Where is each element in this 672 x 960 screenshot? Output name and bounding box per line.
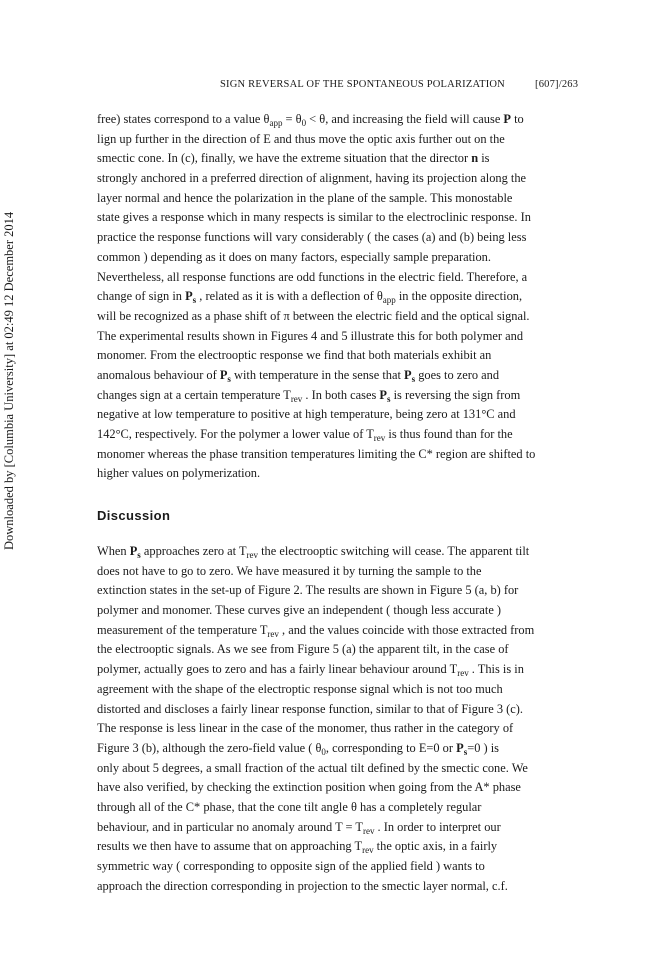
text-run: s	[192, 295, 197, 306]
text-run: will be recognized as a phase shift of π between the electric field and the optical signal.	[97, 308, 530, 323]
text-line	[97, 130, 597, 150]
running-header	[0, 79, 672, 95]
text-run: behaviour, and in particular no anomaly around T = T	[97, 819, 363, 834]
text-run: higher values on polymerization.	[97, 466, 261, 481]
text-line	[97, 818, 597, 838]
text-run: the electrooptic signals. As we see from Figure 5 (a) the apparent tilt, in the case of	[97, 642, 509, 657]
text-line	[97, 228, 597, 248]
text-run: monomer. From the electrooptic response we find that both materials exhibit an	[97, 348, 492, 363]
text-line	[97, 739, 597, 759]
text-run: , related as it is with a deflection of θ	[196, 289, 383, 304]
text-run: strongly anchored in a preferred direction of alignment, having its projection along the	[97, 171, 527, 186]
running-title: SIGN REVERSAL OF THE SPONTANEOUS POLARIZATION	[220, 79, 505, 90]
text-run: lign up further in the direction of E and thus move the optic axis further out on the	[97, 131, 505, 146]
text-run: Nevertheless, all response functions are odd functions in the electric field. Therefore, a	[97, 269, 528, 284]
text-run: . In both cases	[302, 387, 380, 402]
text-run: < θ, and increasing the field will cause	[306, 112, 504, 126]
text-line	[97, 759, 597, 779]
text-run: P	[379, 387, 387, 402]
text-line	[97, 464, 597, 484]
text-line	[97, 405, 597, 425]
text-run: only about 5 degrees, a small fraction of the actual tilt defined by the smectic cone. We	[97, 760, 528, 775]
text-run: free) states correspond to a value θ	[97, 112, 270, 126]
text-run: . In order to interpret our	[374, 819, 501, 834]
text-run: common ) depending as it does on many factors, especially sample preparation.	[97, 249, 491, 264]
text-run: The response is less linear in the case of the monomer, thus rather in the category of	[97, 721, 514, 736]
text-line	[97, 287, 597, 307]
text-line	[97, 719, 597, 739]
text-line	[97, 798, 597, 818]
text-run: P	[503, 112, 511, 126]
text-run: layer normal and hence the polarization in the plane of the sample. This monostable	[97, 190, 513, 205]
text-line	[97, 425, 597, 445]
text-run: smectic cone. In (c), finally, we have the extreme situation that the director	[97, 151, 472, 166]
text-line	[97, 169, 597, 189]
text-run: app	[382, 295, 396, 306]
text-line	[97, 189, 597, 209]
text-run: have also verified, by checking the extinction position when going from the A* phase	[97, 780, 521, 795]
text-run: anomalous behaviour of	[97, 367, 220, 382]
text-run: The experimental results shown in Figures 4 and 5 illustrate this for both polymer and	[97, 328, 524, 343]
text-run: rev	[457, 668, 469, 679]
text-line	[97, 778, 597, 798]
text-run: monomer whereas the phase transition temperatures limiting the C* region are shifted to	[97, 446, 536, 461]
text-run: 142°C, respectively. For the polymer a lower value of T	[97, 427, 374, 441]
text-run: . This is in	[468, 662, 524, 677]
text-run: polymer and monomer. These curves give an independent ( though less accurate )	[97, 603, 502, 618]
text-run: 0	[301, 118, 307, 128]
text-run: with temperature in the sense that	[230, 367, 405, 382]
download-watermark	[2, 211, 22, 570]
text-line	[97, 149, 597, 169]
text-run: P	[219, 367, 228, 382]
text-run: rev	[290, 393, 303, 404]
paragraph-discussion	[97, 542, 597, 896]
text-line	[97, 640, 597, 660]
text-line	[97, 837, 597, 857]
text-run: rev	[267, 628, 279, 639]
text-line	[97, 307, 597, 327]
text-line	[97, 248, 597, 268]
text-run: s	[411, 373, 416, 384]
text-run: s	[227, 373, 231, 384]
text-run: rev	[362, 825, 375, 836]
text-run: agreement with the shape of the electroptic response signal which is not too much	[97, 681, 503, 696]
text-line	[97, 700, 597, 720]
text-run: P	[129, 544, 138, 558]
text-run: approach the direction corresponding in projection to the smectic layer normal, c.f.	[97, 878, 508, 893]
text-line	[97, 877, 597, 897]
text-line	[97, 110, 597, 130]
text-run: = θ	[282, 112, 302, 126]
text-run: , corresponding to E=0 or	[325, 740, 457, 755]
text-run: , and the values coincide with those extracted from	[278, 622, 535, 637]
text-run: practice the response functions will vary considerably ( the cases (a) and (b) being less	[97, 230, 527, 245]
text-run: Figure 3 (b), although the zero-field value ( θ	[97, 740, 322, 755]
section-heading: Discussion	[97, 508, 171, 523]
text-line	[97, 268, 597, 288]
paragraph-results	[97, 110, 597, 484]
text-run: s	[463, 746, 468, 757]
text-run: in the opposite direction,	[395, 289, 523, 304]
text-run: extinction states in the set-up of Figure 2. The results are shown in Figure 5 (a, b) for	[97, 583, 519, 598]
text-run: distorted and discloses a fairly linear response function, similar to that of Figure 3 (c).	[97, 701, 523, 716]
text-line	[97, 208, 597, 228]
text-run: s	[137, 550, 141, 560]
text-line	[97, 621, 597, 641]
text-run: polymer, actually goes to zero and has a fairly linear behaviour around T	[97, 662, 458, 677]
text-run: =0 ) is	[467, 740, 499, 755]
text-run: changes sign at a certain temperature T	[97, 387, 291, 402]
text-run: is reversing the sign from	[390, 387, 521, 402]
text-run: negative at low temperature to positive at high temperature, being zero at 131°C and	[97, 407, 516, 422]
text-line	[97, 327, 597, 347]
text-run: rev	[373, 433, 386, 443]
text-line	[97, 601, 597, 621]
text-run: P	[185, 289, 193, 304]
text-run: goes to zero and	[415, 367, 500, 382]
text-run: change of sign in	[97, 289, 186, 304]
text-line	[97, 542, 597, 562]
text-run: the electrooptic switching will cease. The apparent tilt	[258, 544, 530, 558]
text-run: approaches zero at T	[140, 544, 247, 558]
text-run: to	[511, 112, 524, 126]
text-line	[97, 445, 597, 465]
text-run: n	[471, 151, 479, 166]
text-run: is	[478, 151, 490, 166]
text-run: rev	[246, 550, 259, 560]
text-run: does not have to go to zero. We have measured it by turning the sample to the	[97, 563, 482, 578]
text-run: 0	[321, 746, 326, 757]
download-watermark-text: Downloaded by [Columbia University] at 02:49 12 December 2014	[2, 211, 16, 550]
text-run: is thus found than for the	[385, 427, 513, 441]
text-run: rev	[362, 845, 374, 856]
text-line	[97, 857, 597, 877]
text-run: measurement of the temperature T	[97, 622, 268, 637]
text-line	[97, 386, 597, 406]
text-run: app	[269, 118, 283, 128]
page-number: [607]/263	[535, 79, 579, 90]
text-run: the optic axis, in a fairly	[373, 839, 498, 854]
text-run: results we then have to assume that on approaching T	[97, 839, 363, 854]
text-run: s	[386, 393, 391, 404]
text-run: state gives a response which in many respects is similar to the electroclinic response. In	[97, 210, 531, 225]
text-line	[97, 366, 597, 386]
text-line	[97, 562, 597, 582]
text-line	[97, 346, 597, 366]
text-line	[97, 581, 597, 601]
text-run: P	[404, 367, 412, 382]
text-run: symmetric way ( corresponding to opposite sign of the applied field ) wants to	[97, 859, 485, 873]
text-run: through all of the C* phase, that the cone tilt angle θ has a completely regular	[97, 799, 482, 814]
text-line	[97, 680, 597, 700]
text-run: P	[456, 740, 464, 755]
text-line	[97, 660, 597, 680]
text-run: When	[97, 544, 130, 558]
